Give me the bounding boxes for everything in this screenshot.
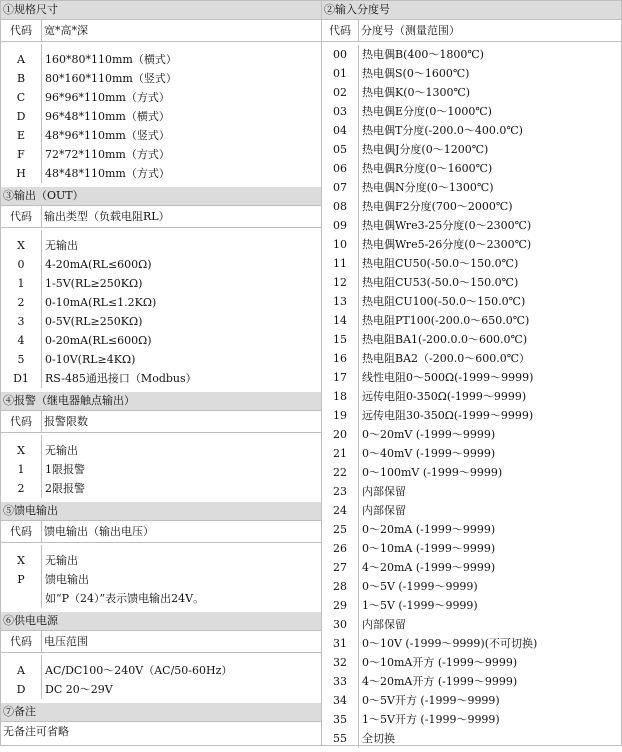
- table-row: [322, 311, 621, 330]
- row-code: 14: [322, 311, 359, 330]
- row-code: 16: [322, 349, 359, 368]
- row-code: A: [1, 50, 42, 69]
- row-code: 55: [322, 729, 359, 748]
- header-code: 代码: [1, 411, 42, 432]
- row-desc: 80*160*110mm（竖式）: [45, 72, 177, 85]
- table-row: [322, 653, 621, 672]
- row-desc: 内部保留: [362, 618, 406, 631]
- row-code: 00: [322, 45, 359, 64]
- row-desc: 4～20mA开方 (-1999～9999): [362, 675, 518, 688]
- table-row: [322, 45, 621, 64]
- row-code: E: [1, 126, 42, 145]
- row-code: X: [1, 236, 42, 255]
- table-row: [322, 83, 621, 102]
- header-code: 代码: [1, 631, 42, 652]
- row-desc: RS-485通迅接口（Modbus）: [45, 372, 197, 385]
- row-code: 15: [322, 330, 359, 349]
- table-row: [322, 178, 621, 197]
- row-code: X: [1, 441, 42, 460]
- row-code: A: [1, 661, 42, 680]
- row-desc: 160*80*110mm（横式）: [45, 53, 177, 66]
- row-desc: 热电偶N分度(0～1300℃): [362, 181, 494, 194]
- table-row: [322, 387, 621, 406]
- table-row: [1, 551, 321, 570]
- row-code: 28: [322, 577, 359, 596]
- row-code: 07: [322, 178, 359, 197]
- row-code: 35: [322, 710, 359, 729]
- section-title-note: ⑦备注: [1, 703, 321, 722]
- row-code: 31: [322, 634, 359, 653]
- row-desc: 0～10V (-1999～9999)(不可切换): [362, 637, 538, 650]
- table-row: [322, 235, 621, 254]
- table-row: [322, 710, 621, 729]
- section-title: ④报警（继电器触点输出）: [1, 392, 321, 411]
- row-desc: 2限报警: [45, 482, 85, 495]
- row-desc: 无输出: [45, 444, 78, 457]
- row-desc: 0～20mV (-1999～9999): [362, 428, 496, 441]
- row-desc: 0-10V(RL≥4KΩ): [45, 353, 136, 366]
- row-desc: 1～5V开方 (-1999～9999): [362, 713, 500, 726]
- table-row: [1, 680, 321, 699]
- table-row: [1, 293, 321, 312]
- input-rows: [322, 42, 621, 752]
- table-row: [322, 254, 621, 273]
- row-code: P: [1, 570, 42, 589]
- row-code: 29: [322, 596, 359, 615]
- row-code: 22: [322, 463, 359, 482]
- table-row: [1, 255, 321, 274]
- row-code: [1, 589, 42, 608]
- row-code: 12: [322, 273, 359, 292]
- note-text: 无备注可省略: [3, 725, 69, 738]
- row-code: 10: [322, 235, 359, 254]
- row-desc: 4～20mA (-1999～9999): [362, 561, 496, 574]
- row-desc: 0～100mV (-1999～9999): [362, 466, 503, 479]
- table-row: [1, 107, 321, 126]
- row-code: 0: [1, 255, 42, 274]
- row-desc: 如“P（24）”表示馈电输出24V。: [45, 592, 205, 605]
- row-desc: 热电阻CU50(-50.0～150.0℃): [362, 257, 519, 270]
- header-code: 代码: [322, 20, 359, 41]
- table-row: [1, 164, 321, 183]
- table-row: [1, 236, 321, 255]
- row-code: 19: [322, 406, 359, 425]
- row-code: 26: [322, 539, 359, 558]
- row-code: 23: [322, 482, 359, 501]
- header-code: 代码: [1, 20, 42, 41]
- table-row: [322, 672, 621, 691]
- table-row: [322, 691, 621, 710]
- header-desc: 报警限数: [44, 415, 88, 428]
- section-header: [1, 411, 321, 433]
- row-desc: 0-20mA(RL≤600Ω): [45, 334, 152, 347]
- table-row: [322, 102, 621, 121]
- row-desc: 热电阻BA2（-200.0～600.0℃）: [362, 352, 531, 365]
- row-desc: AC/DC100～240V（AC/50-60Hz）: [45, 664, 233, 677]
- row-desc: DC 20～29V: [45, 683, 113, 696]
- table-row: [322, 501, 621, 520]
- row-desc: 0～5V开方 (-1999～9999): [362, 694, 500, 707]
- row-desc: 热电偶R分度(0～1600℃): [362, 162, 493, 175]
- section-rows: [1, 543, 321, 612]
- table-row: [322, 539, 621, 558]
- row-desc: 0～20mA (-1999～9999): [362, 523, 496, 536]
- header-desc: 分度号（测量范围）: [361, 24, 460, 37]
- row-code: 04: [322, 121, 359, 140]
- row-desc: 48*48*110mm（方式）: [45, 167, 170, 180]
- header-code: 代码: [1, 206, 42, 227]
- section-title: ③输出（OUT）: [1, 187, 321, 206]
- row-code: B: [1, 69, 42, 88]
- table-row: [1, 570, 321, 589]
- table-row: [322, 292, 621, 311]
- header-desc: 馈电输出（输出电压）: [44, 525, 154, 538]
- row-code: 33: [322, 672, 359, 691]
- row-desc: 热电偶E分度(0～1000℃): [362, 105, 492, 118]
- row-desc: 热电偶Wre5-26分度(0～2300℃): [362, 238, 532, 251]
- row-desc: 无输出: [45, 554, 78, 567]
- row-code: 09: [322, 216, 359, 235]
- table-row: [322, 273, 621, 292]
- table-row: [322, 577, 621, 596]
- row-desc: 热电偶F2分度(700～2000℃): [362, 200, 513, 213]
- row-code: 18: [322, 387, 359, 406]
- row-desc: 无输出: [45, 239, 78, 252]
- section-header: [1, 20, 321, 42]
- right-column: [322, 0, 622, 746]
- header-code: 代码: [1, 521, 42, 542]
- row-code: 32: [322, 653, 359, 672]
- row-code: 24: [322, 501, 359, 520]
- row-code: 08: [322, 197, 359, 216]
- table-row: [322, 425, 621, 444]
- table-row: [1, 460, 321, 479]
- section-rows: [1, 653, 321, 703]
- table-row: [1, 479, 321, 498]
- table-row: [322, 368, 621, 387]
- input-table-header: [322, 20, 621, 42]
- row-code: 1: [1, 274, 42, 293]
- row-code: 11: [322, 254, 359, 273]
- table-row: [322, 463, 621, 482]
- table-row: [322, 596, 621, 615]
- row-code: 17: [322, 368, 359, 387]
- table-row: [322, 349, 621, 368]
- row-desc: 0-10mA(RL≤1.2KΩ): [45, 296, 157, 309]
- table-row: [322, 634, 621, 653]
- row-desc: 热电偶J分度(0～1200℃): [362, 143, 489, 156]
- row-code: F: [1, 145, 42, 164]
- section-title: ①规格尺寸: [1, 1, 321, 20]
- row-code: 05: [322, 140, 359, 159]
- row-desc: 热电阻PT100(-200.0～650.0℃): [362, 314, 530, 327]
- row-code: 3: [1, 312, 42, 331]
- row-desc: 96*48*110mm（横式）: [45, 110, 170, 123]
- section-title-input: ②输入分度号: [322, 1, 621, 20]
- row-desc: 全切换: [362, 732, 395, 745]
- row-desc: 热电阻CU53(-50.0～150.0℃): [362, 276, 519, 289]
- row-desc: 0～10mA (-1999～9999): [362, 542, 496, 555]
- table-row: [322, 330, 621, 349]
- row-desc: 热电偶S(0～1600℃): [362, 67, 470, 80]
- row-desc: 线性电阻0～500Ω(-1999～9999): [362, 371, 534, 384]
- table-row: [1, 312, 321, 331]
- row-code: X: [1, 551, 42, 570]
- table-row: [322, 615, 621, 634]
- row-code: 03: [322, 102, 359, 121]
- row-code: 30: [322, 615, 359, 634]
- section-header: [1, 521, 321, 543]
- row-desc: 48*96*110mm（竖式）: [45, 129, 170, 142]
- row-code: H: [1, 164, 42, 183]
- table-row: [322, 729, 621, 748]
- row-desc: 4-20mA(RL≤600Ω): [45, 258, 152, 271]
- row-desc: 远传电阻0-350Ω(-1999～9999): [362, 390, 527, 403]
- row-code: 5: [1, 350, 42, 369]
- row-desc: 热电偶B(400～1800℃): [362, 48, 484, 61]
- section-rows: [1, 42, 321, 187]
- row-desc: 0～5V (-1999～9999): [362, 580, 478, 593]
- section-header: [1, 631, 321, 653]
- row-code: 20: [322, 425, 359, 444]
- table-row: [1, 369, 321, 388]
- row-code: 27: [322, 558, 359, 577]
- section-title: ⑤馈电输出: [1, 502, 321, 521]
- row-code: 25: [322, 520, 359, 539]
- table-row: [1, 145, 321, 164]
- row-desc: 内部保留: [362, 504, 406, 517]
- row-desc: 1-5V(RL≥250KΩ): [45, 277, 143, 290]
- row-desc: 热电偶Wre3-25分度(0～2300℃): [362, 219, 532, 232]
- table-row: [322, 140, 621, 159]
- row-desc: 远传电阻30-350Ω(-1999～9999): [362, 409, 534, 422]
- row-desc: 馈电输出: [45, 573, 89, 586]
- row-code: 2: [1, 479, 42, 498]
- table-row: [322, 64, 621, 83]
- table-row: [322, 482, 621, 501]
- row-desc: 0～10mA开方 (-1999～9999): [362, 656, 518, 669]
- table-row: [1, 50, 321, 69]
- row-desc: 热电阻BA1(-200.0.0～600.0℃): [362, 333, 528, 346]
- row-code: 21: [322, 444, 359, 463]
- table-row: [322, 159, 621, 178]
- row-code: 01: [322, 64, 359, 83]
- row-code: 1: [1, 460, 42, 479]
- row-desc: 热电偶K(0～1300℃): [362, 86, 471, 99]
- row-code: 2: [1, 293, 42, 312]
- table-row: [322, 558, 621, 577]
- row-desc: 0～40mV (-1999～9999): [362, 447, 496, 460]
- table-row: [322, 197, 621, 216]
- table-row: [322, 121, 621, 140]
- row-code: D: [1, 107, 42, 126]
- table-row: [322, 444, 621, 463]
- header-desc: 宽*高*深: [44, 24, 88, 37]
- table-row: [1, 126, 321, 145]
- section-rows: [1, 433, 321, 502]
- header-desc: 电压范围: [44, 635, 88, 648]
- table-row: [1, 350, 321, 369]
- row-desc: 热电阻CU100(-50.0～150.0℃): [362, 295, 526, 308]
- row-desc: 96*96*110mm（方式）: [45, 91, 170, 104]
- header-desc: 输出类型（负载电阻RL）: [44, 210, 170, 223]
- row-code: 02: [322, 83, 359, 102]
- section-header: [1, 206, 321, 228]
- table-row: [1, 274, 321, 293]
- row-desc: 热电偶T分度(-200.0～400.0℃): [362, 124, 523, 137]
- row-code: 4: [1, 331, 42, 350]
- table-row: [1, 88, 321, 107]
- row-code: D1: [1, 369, 42, 388]
- table-row: [322, 520, 621, 539]
- table-row: [1, 331, 321, 350]
- row-desc: 0-5V(RL≥250KΩ): [45, 315, 143, 328]
- row-desc: 72*72*110mm（方式）: [45, 148, 170, 161]
- row-code: 34: [322, 691, 359, 710]
- row-code: D: [1, 680, 42, 699]
- table-row: [322, 216, 621, 235]
- table-row: [322, 406, 621, 425]
- row-code: 06: [322, 159, 359, 178]
- table-row: [1, 441, 321, 460]
- table-row: [1, 661, 321, 680]
- row-desc: 1～5V (-1999～9999): [362, 599, 478, 612]
- table-row: [1, 589, 321, 608]
- row-code: 13: [322, 292, 359, 311]
- table-row: [1, 69, 321, 88]
- row-desc: 1限报警: [45, 463, 85, 476]
- section-rows: [1, 228, 321, 392]
- row-desc: 内部保留: [362, 485, 406, 498]
- section-title: ⑥供电电源: [1, 612, 321, 631]
- row-code: C: [1, 88, 42, 107]
